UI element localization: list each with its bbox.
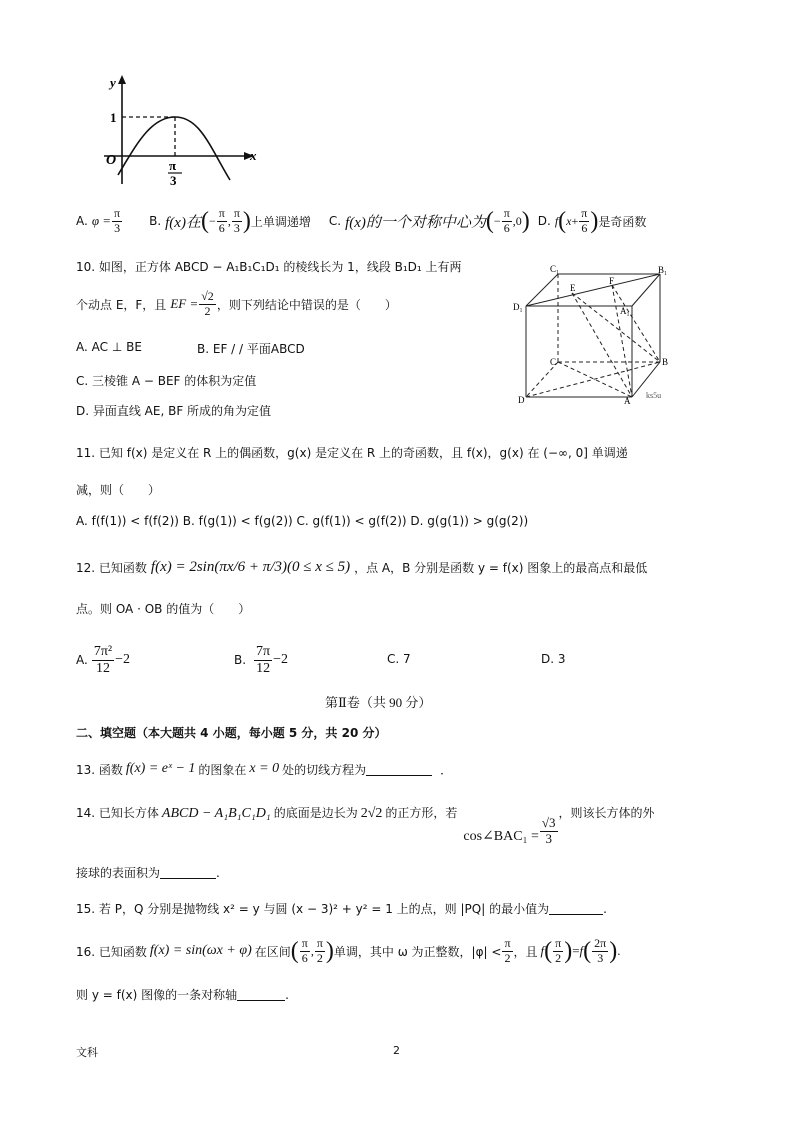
cube-mark: ks5u [646, 391, 662, 400]
q9-options: A. φ = $\frac{\pi}{3}$ B. f(x)在 ( − $\frac{\pi}{6}$ , $\frac{\pi}{3}$ ) 上单调递增 C. f(x)的一个对称中心为 ( − $\frac{\pi}{6}$ ,0 ) D. f ( x + $\frac{\pi}{6}$ ) 是奇函数 [76, 206, 647, 235]
footer-left: 文科 [76, 1046, 98, 1059]
footer-page-number: 2 [393, 1044, 400, 1057]
q16-line1: 16. 已知函数 f(x) = sin(ωx + φ) 在区间 ( $\frac{\pi}{6}$ , $\frac{\pi}{2}$ ) 单调，其中 ω 为正整数，|φ| < $\frac{\pi}{2}$ ，且 f ( $\frac{\pi}{2}$ ) = f ( $\frac{2\pi}{3}$ ) . [76, 936, 621, 965]
q16-end: . [285, 987, 289, 1002]
q14-end: . [216, 865, 220, 880]
cube-figure [512, 262, 672, 407]
q13-answer-blank [366, 763, 432, 776]
q13-mid: 的图象在 [198, 762, 247, 777]
sine-graph [90, 72, 270, 187]
q9-a-frac: $\frac{\pi}{3}$ [114, 206, 121, 235]
q15-end: . [603, 901, 607, 916]
q10-line2 [76, 286, 397, 322]
q16-mid3: ，且 [513, 944, 538, 959]
cube-label-f: F [609, 276, 615, 286]
q14-mid: 的底面是边长为 [273, 806, 358, 820]
q12-opts: A. $\frac{\text{7π²}}{12}$ −2 B. $\frac{7\pi}{12}$ −2 C. 7 D. 3 [76, 644, 566, 676]
q10-opt-c: C. 三棱锥 A − BEF 的体积为定值 [76, 374, 257, 388]
graph-y-label: y [110, 75, 116, 90]
q10-opt-a: A. AC ⊥ BE [76, 340, 142, 354]
q9-c-label: C. [328, 214, 342, 228]
q16-line2-text: 则 y = f(x) 图像的一条对称轴 [76, 988, 238, 1002]
q10-line2-expr: EF = [170, 296, 199, 311]
q10-frac: $\frac{√2}{2}$ [201, 289, 214, 318]
q14-line1: 14. 已知长方体 ABCD − A₁B₁C₁D₁ 的底面是边长为 2√2 的正方形，若 cos∠BAC₁ = $\frac{√3}{3}$ ，则该长方体的外 [76, 806, 655, 846]
q12-line1-expr: f(x) = 2sin(πx/6 + π/3)(0 ≤ x ≤ 5) [150, 558, 351, 575]
q9-a-label: A. [76, 214, 88, 228]
section2-title: 第Ⅱ卷（共 90 分） [325, 695, 432, 710]
q15 [76, 900, 607, 917]
q10-line1: 10. 如图，正方体 ABCD − A₁B₁C₁D₁ 的棱线长为 1，线段 B₁D₁ 上有两 [76, 260, 462, 274]
cube-label-d1: D₁ [513, 302, 523, 312]
q11-opts: A. f(f(1)) < f(f(2)) B. f(g(1)) < f(g(2)) C. g(f(1)) < g(f(2)) D. g(g(1)) > g(g(2)) [76, 514, 529, 528]
q12-opt-b: B. [234, 653, 247, 667]
q16-line2 [76, 986, 289, 1003]
q12-line1 [76, 555, 647, 579]
q15-answer-blank [549, 902, 603, 915]
q16-answer-blank [237, 988, 285, 1001]
q9-d-post: 是奇函数 [598, 214, 647, 229]
q16-expr: f(x) = sin(ωx + φ) [149, 943, 252, 958]
q15-text: 15. 若 P，Q 分别是抛物线 x² = y 与圆 (x − 3)² + y² = 1 上的点，则 |PQ| 的最小值为 [76, 902, 550, 916]
cube-label-a1: A₁ [620, 306, 630, 316]
graph-x-tick-den: 3 [170, 173, 177, 187]
q14-answer-blank [160, 866, 216, 879]
q14-expr3: cos∠BAC₁ = [463, 828, 539, 844]
q14-mid2: 的正方形，若 [385, 806, 458, 820]
q10-line2-post: ，则下列结论中错误的是（ ） [216, 297, 397, 312]
q13-post: 处的切线方程为 [282, 762, 367, 777]
q16-mid2: 单调，其中 ω 为正整数，|φ| < [333, 944, 502, 959]
graph-x-label: x [250, 148, 257, 163]
cube-label-a: A [624, 396, 631, 406]
cube-label-c1: C₁ [550, 264, 560, 274]
q9-d-label: D. [537, 214, 551, 228]
q14-line2 [76, 864, 220, 881]
q12-opt-d: D. 3 [541, 652, 566, 666]
q13-expr2: x = 0 [249, 761, 280, 776]
q11-line1: 11. 已知 f(x) 是定义在 R 上的偶函数，g(x) 是定义在 R 上的奇函数，且 f(x)，g(x) 在 (−∞, 0] 单调递 [76, 446, 628, 460]
q10-opt-d: D. 异面直线 AE, BF 所成的角为定值 [76, 404, 272, 418]
q9-b-post: 上单调递增 [250, 214, 311, 229]
q12-line1-pre: 12. 已知函数 [76, 560, 147, 575]
q14-post: ，则该长方体的外 [558, 806, 655, 820]
q13-pre: 13. 函数 [76, 762, 123, 777]
q14-expr: ABCD − A₁B₁C₁D₁ [161, 806, 271, 821]
q12-line1-post: ，点 A，B 分别是函数 y = f(x) 图象上的最高点和最低 [354, 560, 648, 575]
q13 [76, 758, 452, 780]
graph-x-tick-num: π [169, 158, 177, 173]
cube-label-b: B [662, 357, 669, 367]
graph-y-tick: 1 [110, 110, 117, 125]
q13-expr: f(x) = eˣ − 1 [125, 761, 196, 776]
cube-label-e: E [570, 283, 576, 293]
q12-opt-a: A. [76, 653, 88, 667]
q10-opt-b: B. EF / / 平面ABCD [197, 342, 305, 356]
q9-c-pre: f(x)的一个对称中心为 [345, 214, 486, 231]
q16-pre: 16. 已知函数 [76, 944, 147, 959]
q9-b-label: B. [149, 214, 162, 228]
q9-b-pre: f(x)在 [165, 214, 201, 231]
part2-heading: 二、填空题（本大题共 4 小题，每小题 5 分，共 20 分） [76, 726, 387, 740]
q9-a-expr: φ = [91, 213, 112, 228]
graph-origin: O [106, 153, 117, 168]
cube-label-b1: B₁ [658, 265, 668, 275]
q14-pre: 14. 已知长方体 [76, 806, 159, 820]
cube-label-d: D [518, 395, 525, 405]
q12-opt-c: C. 7 [387, 652, 411, 666]
q16-mid: 在区间 [254, 944, 291, 959]
q11-line2: 减，则（ ） [76, 483, 161, 497]
cube-label-c: C [550, 357, 557, 367]
q12-line2: 点。则 OA · OB 的值为（ ） [76, 602, 251, 616]
q13-end: ． [440, 762, 453, 777]
q14-expr2: 2√2 [360, 806, 383, 821]
q10-line2-pre: 个动点 E，F，且 [76, 297, 167, 312]
q14-line2-text: 接球的表面积为 [76, 866, 161, 880]
